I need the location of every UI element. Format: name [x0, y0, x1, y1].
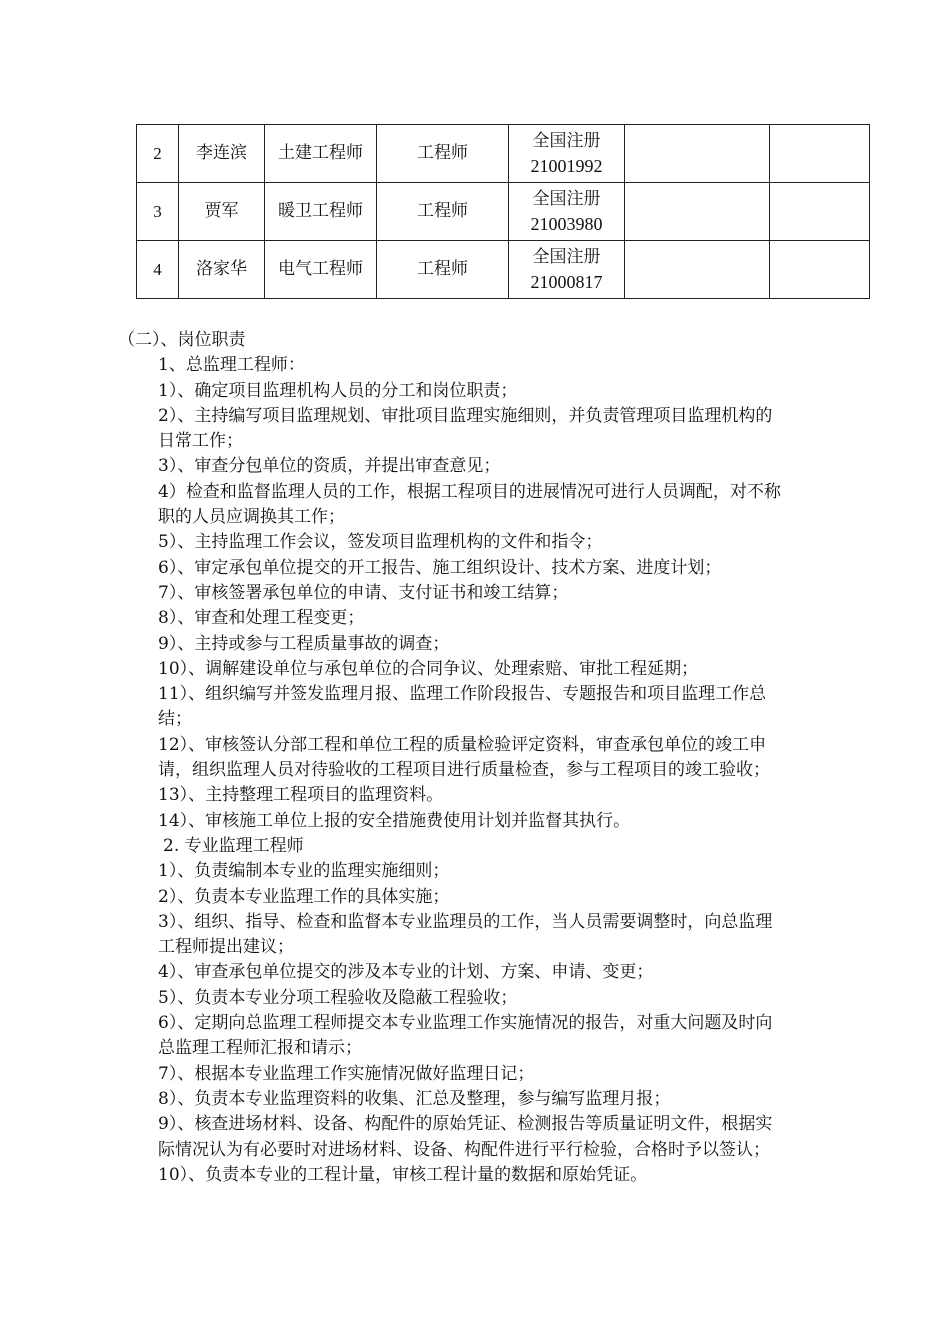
duty-line: 13）、主持整理工程项目的监理资料。 [158, 785, 444, 806]
cell-name: 贾军 [179, 183, 265, 241]
cell-empty [770, 125, 870, 183]
cell-title: 工程师 [377, 125, 509, 183]
registration-number: 21003980 [530, 213, 603, 234]
duty-line: 9）、核查进场材料、设备、构配件的原始凭证、检测报告等质量证明文件，根据实 [158, 1114, 773, 1135]
registration-number: 21000817 [530, 271, 603, 292]
registration-label: 全国注册 [532, 188, 601, 209]
duty-line: 8）、负责本专业监理资料的收集、汇总及整理，参与编写监理月报； [158, 1088, 671, 1109]
cell-registration [509, 241, 625, 299]
chief-engineer-duties [118, 379, 878, 834]
cell-role: 土建工程师 [265, 125, 377, 183]
cell-number: 4 [137, 241, 179, 299]
duty-line: 1）、负责编制本专业的监理实施细则； [158, 861, 450, 882]
duty-line: 10）、调解建设单位与承包单位的合同争议、处理索赔、审批工程延期； [158, 658, 699, 679]
specialist-engineer-duties [118, 859, 878, 1188]
cell-number: 3 [137, 183, 179, 241]
duty-line: 6）、审定承包单位提交的开工报告、施工组织设计、技术方案、进度计划； [158, 557, 722, 578]
cell-empty [770, 183, 870, 241]
duty-line: 1）、确定项目监理机构人员的分工和岗位职责； [158, 380, 518, 401]
duty-line: 14）、审核施工单位上报的安全措施费使用计划并监督其执行。 [158, 810, 631, 831]
duty-line: 3）、组织、指导、检查和监督本专业监理员的工作，当人员需要调整时，向总监理 [158, 911, 773, 932]
table-row [137, 125, 870, 183]
cell-role: 暖卫工程师 [265, 183, 377, 241]
table-row [137, 183, 870, 241]
duty-line: 际情况认为有必要时对进场材料、设备、构配件进行平行检验，合格时予以签认； [158, 1139, 770, 1160]
duty-line: 请，组织监理人员对待验收的工程项目进行质量检查，参与工程项目的竣工验收； [158, 760, 770, 781]
duty-line: 3）、审查分包单位的资质，并提出审查意见； [158, 456, 501, 477]
registration-label: 全国注册 [532, 130, 601, 151]
duty-line: 12）、审核签认分部工程和单位工程的质量检验评定资料，审查承包单位的竣工申 [158, 734, 767, 755]
staff-table-body [137, 125, 870, 299]
duty-line: 日常工作； [158, 431, 243, 452]
chief-engineer-title: 1、总监理工程师： [158, 355, 305, 376]
duty-line: 8）、审查和处理工程变更； [158, 608, 365, 629]
duty-line: 5）、主持监理工作会议，签发项目监理机构的文件和指令； [158, 532, 603, 553]
cell-empty [625, 241, 770, 299]
duty-line: 10）、负责本专业的工程计量，审核工程计量的数据和原始凭证。 [158, 1164, 648, 1185]
duty-line: 6）、定期向总监理工程师提交本专业监理工作实施情况的报告，对重大问题及时向 [158, 1013, 773, 1034]
duty-line: 4）、审查承包单位提交的涉及本专业的计划、方案、申请、变更； [158, 962, 654, 983]
cell-empty [625, 183, 770, 241]
table-row [137, 241, 870, 299]
duty-line: 职的人员应调换其工作； [158, 507, 345, 528]
section-heading: （二）、岗位职责 [118, 330, 246, 350]
cell-name: 洛家华 [179, 241, 265, 299]
staff-table [136, 124, 870, 299]
duty-line: 7）、根据本专业监理工作实施情况做好监理日记； [158, 1063, 535, 1084]
duty-line: 结； [158, 709, 192, 730]
cell-empty [625, 125, 770, 183]
cell-registration [509, 183, 625, 241]
duty-line: 2）、负责本专业监理工作的具体实施； [158, 886, 450, 907]
cell-number: 2 [137, 125, 179, 183]
cell-registration [509, 125, 625, 183]
registration-label: 全国注册 [532, 246, 601, 267]
duty-line: 9）、主持或参与工程质量事故的调查； [158, 633, 450, 654]
duty-line: 2）、主持编写项目监理规划、审批项目监理实施细则，并负责管理项目监理机构的 [158, 405, 773, 426]
cell-role: 电气工程师 [265, 241, 377, 299]
cell-name: 李连滨 [179, 125, 265, 183]
cell-title: 工程师 [377, 183, 509, 241]
specialist-engineer-title: 2. 专业监理工程师 [163, 835, 304, 856]
duty-line: 工程师提出建议； [158, 937, 294, 958]
duty-line: 11）、组织编写并签发监理月报、监理工作阶段报告、专题报告和项目监理工作总 [158, 684, 767, 705]
duty-line: 4）检查和监督监理人员的工作，根据工程项目的进展情况可进行人员调配，对不称 [158, 481, 781, 502]
cell-title: 工程师 [377, 241, 509, 299]
duties-section [118, 328, 878, 1188]
duty-line: 5）、负责本专业分项工程验收及隐蔽工程验收； [158, 987, 518, 1008]
duty-line: 总监理工程师汇报和请示； [158, 1038, 362, 1059]
duty-line: 7）、审核签署承包单位的申请、支付证书和竣工结算； [158, 582, 569, 603]
registration-number: 21001992 [530, 155, 603, 176]
cell-empty [770, 241, 870, 299]
